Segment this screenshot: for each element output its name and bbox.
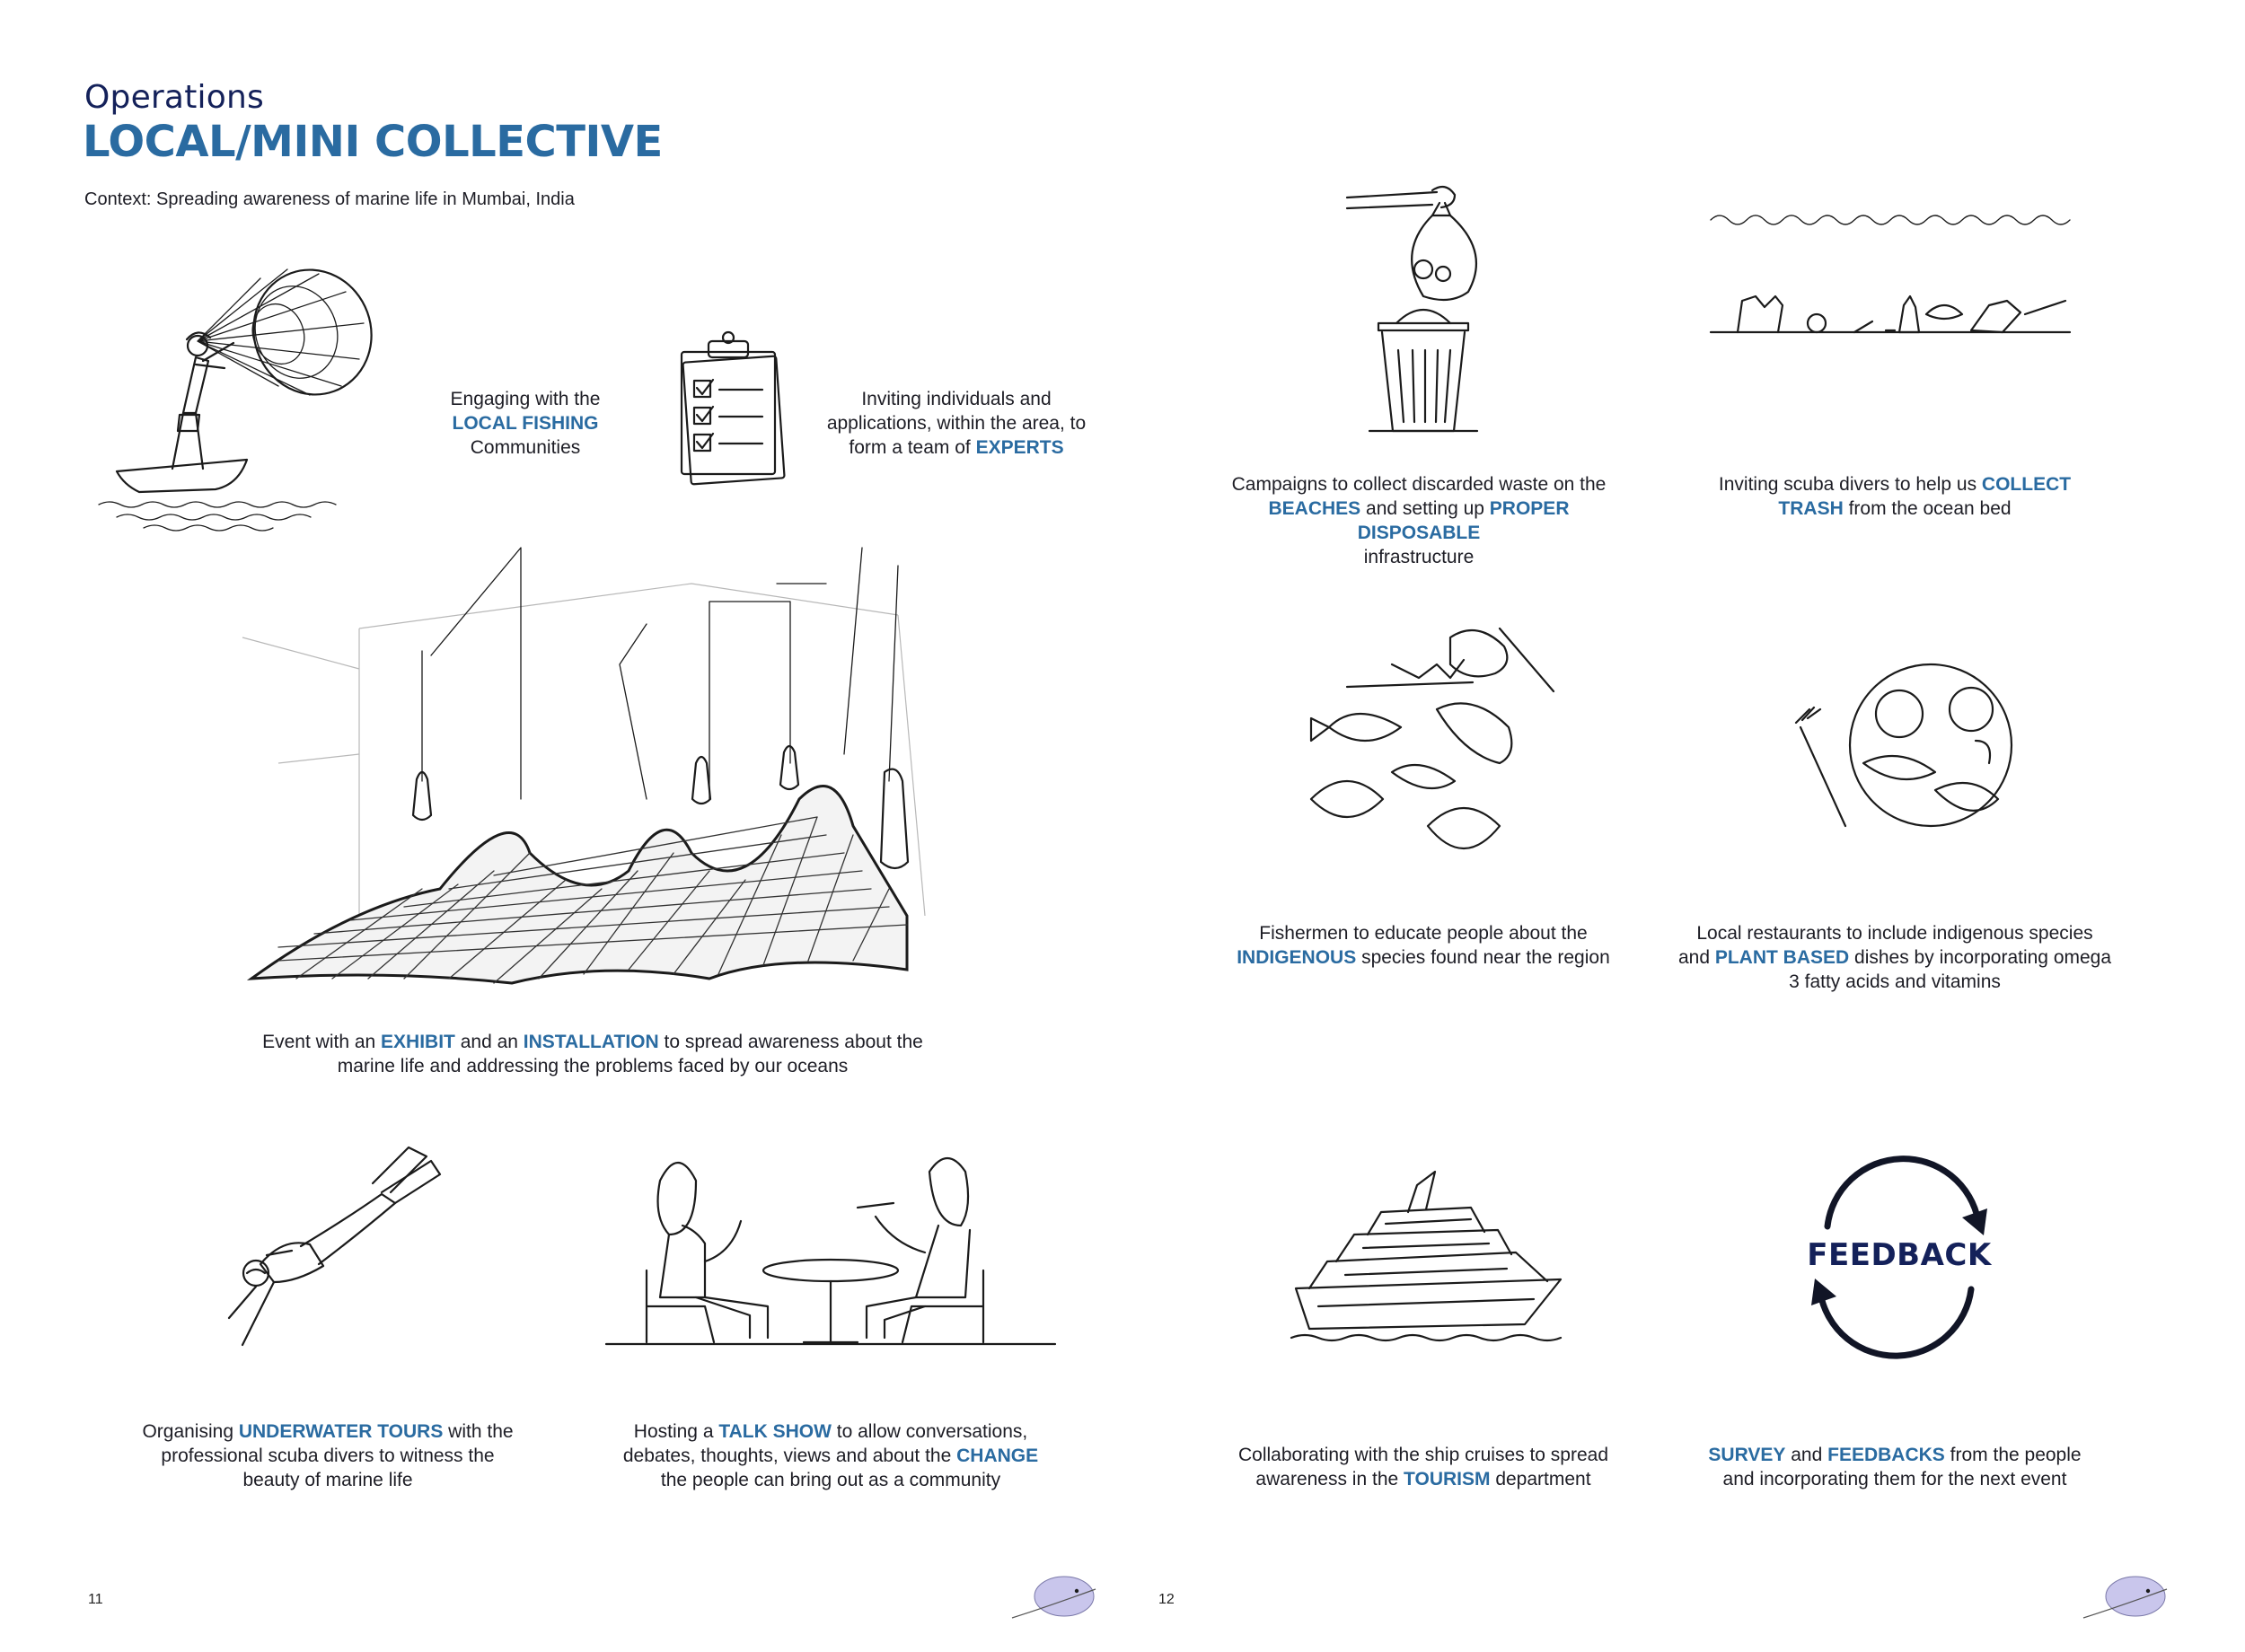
page-title: LOCAL/MINI COLLECTIVE — [83, 117, 663, 167]
caption-text: marine life and addressing the problems faced by our oceans — [337, 1056, 849, 1076]
caption-text: and — [1785, 1445, 1828, 1465]
caption-text: infrastructure — [1363, 547, 1475, 567]
caption-text: 3 fatty acids and vitamins — [1789, 971, 2001, 992]
caption-text: debates, thoughts, views and about the — [622, 1446, 957, 1466]
caption-text: and incorporating them for the next event — [1722, 1469, 2067, 1489]
caption-highlight: PLANT BASED — [1714, 947, 1850, 968]
section-kicker: Operations — [84, 79, 264, 116]
caption-text: dishes by incorporating omega — [1849, 947, 2112, 968]
caption-highlight: INSTALLATION — [523, 1032, 659, 1052]
page-number: 11 — [88, 1592, 103, 1607]
caption-feedback — [1675, 1443, 2115, 1491]
page-number: 12 — [1158, 1592, 1175, 1607]
caption-indigenous — [1208, 921, 1639, 970]
caption-text: Fishermen to educate people about the — [1259, 923, 1588, 944]
caption-text: and an — [454, 1032, 524, 1052]
caption-beaches — [1208, 472, 1630, 569]
caption-tourism — [1212, 1443, 1634, 1491]
caption-highlight: CHANGE — [956, 1446, 1039, 1466]
caption-text: Campaigns to collect discarded waste on the — [1231, 474, 1607, 495]
caption-text: to allow conversations, — [831, 1421, 1028, 1442]
caption-text: applications, within the area, to — [826, 413, 1087, 434]
caption-text: Local restaurants to include indigenous species — [1696, 923, 2093, 944]
caption-highlight: BEACHES — [1268, 498, 1361, 519]
caption-text: Organising — [142, 1421, 239, 1442]
caption-ocean-trash — [1670, 472, 2119, 521]
caption-local-fishing — [413, 387, 638, 460]
caption-text: the people can bring out as a community — [660, 1470, 1001, 1490]
scuba-diver-illustration — [211, 1138, 445, 1363]
caption-text: Communities — [470, 437, 581, 458]
talk-show-illustration — [606, 1154, 1055, 1360]
caption-text: and — [1677, 947, 1715, 968]
fisherman-net-illustration — [90, 260, 368, 539]
caption-text: to spread awareness about the — [658, 1032, 923, 1052]
caption-highlight: EXHIBIT — [381, 1032, 455, 1052]
food-plate-illustration — [1792, 673, 2016, 835]
clipboard-checklist-icon — [669, 330, 804, 492]
fish-decoration-icon — [2082, 1571, 2171, 1625]
trash-bin-disposal-illustration — [1343, 171, 1504, 440]
caption-highlight: EXPERTS — [975, 437, 1064, 458]
caption-text: form a team of — [849, 437, 976, 458]
caption-highlight: INDIGENOUS — [1237, 947, 1357, 968]
context-line: Context: Spreading awareness of marine life in Mumbai, India — [84, 189, 575, 209]
caption-highlight: PROPER DISPOSABLE — [1357, 498, 1570, 543]
feedback-cycle-icon — [1800, 1164, 1998, 1348]
caption-text: Inviting individuals and — [861, 389, 1052, 409]
caption-text: professional scuba divers to witness the — [161, 1446, 495, 1466]
caption-highlight: LOCAL FISHING — [452, 413, 599, 434]
fish-decoration-icon — [1010, 1571, 1100, 1625]
ocean-bed-trash-illustration — [1711, 206, 2079, 377]
caption-text: Event with an — [262, 1032, 382, 1052]
cruise-ship-illustration — [1291, 1163, 1561, 1351]
caption-text: and setting up — [1360, 498, 1490, 519]
caption-text: Engaging with the — [450, 389, 601, 409]
fishing-net-installation-illustration — [242, 530, 952, 997]
caption-highlight: TRASH — [1778, 498, 1844, 519]
caption-text: beauty of marine life — [242, 1470, 413, 1490]
caption-text: Collaborating with the ship cruises to spread — [1237, 1445, 1609, 1465]
caption-text: species found near the region — [1356, 947, 1610, 968]
caption-text: from the ocean bed — [1843, 498, 2012, 519]
caption-highlight: FEEDBACKS — [1827, 1445, 1945, 1465]
feedback-label: FEEDBACK — [1807, 1237, 1992, 1273]
caption-restaurants — [1666, 921, 2124, 994]
caption-highlight: UNDERWATER TOURS — [238, 1421, 444, 1442]
caption-highlight: TALK SHOW — [718, 1421, 832, 1442]
caption-text: Inviting scuba divers to help us — [1718, 474, 1982, 495]
caption-exhibit — [224, 1030, 961, 1078]
caption-text: Hosting a — [633, 1421, 719, 1442]
caption-underwater-tours — [117, 1419, 539, 1492]
caption-talk-show — [597, 1419, 1064, 1492]
caption-text: department — [1490, 1469, 1591, 1489]
caption-text: with the — [443, 1421, 514, 1442]
caption-text: from the people — [1944, 1445, 2082, 1465]
caption-text: awareness in the — [1255, 1469, 1404, 1489]
caption-highlight: SURVEY — [1708, 1445, 1786, 1465]
caption-experts — [817, 387, 1096, 460]
caption-highlight: TOURISM — [1404, 1469, 1491, 1489]
fish-species-illustration — [1293, 620, 1563, 889]
caption-highlight: COLLECT — [1981, 474, 2072, 495]
